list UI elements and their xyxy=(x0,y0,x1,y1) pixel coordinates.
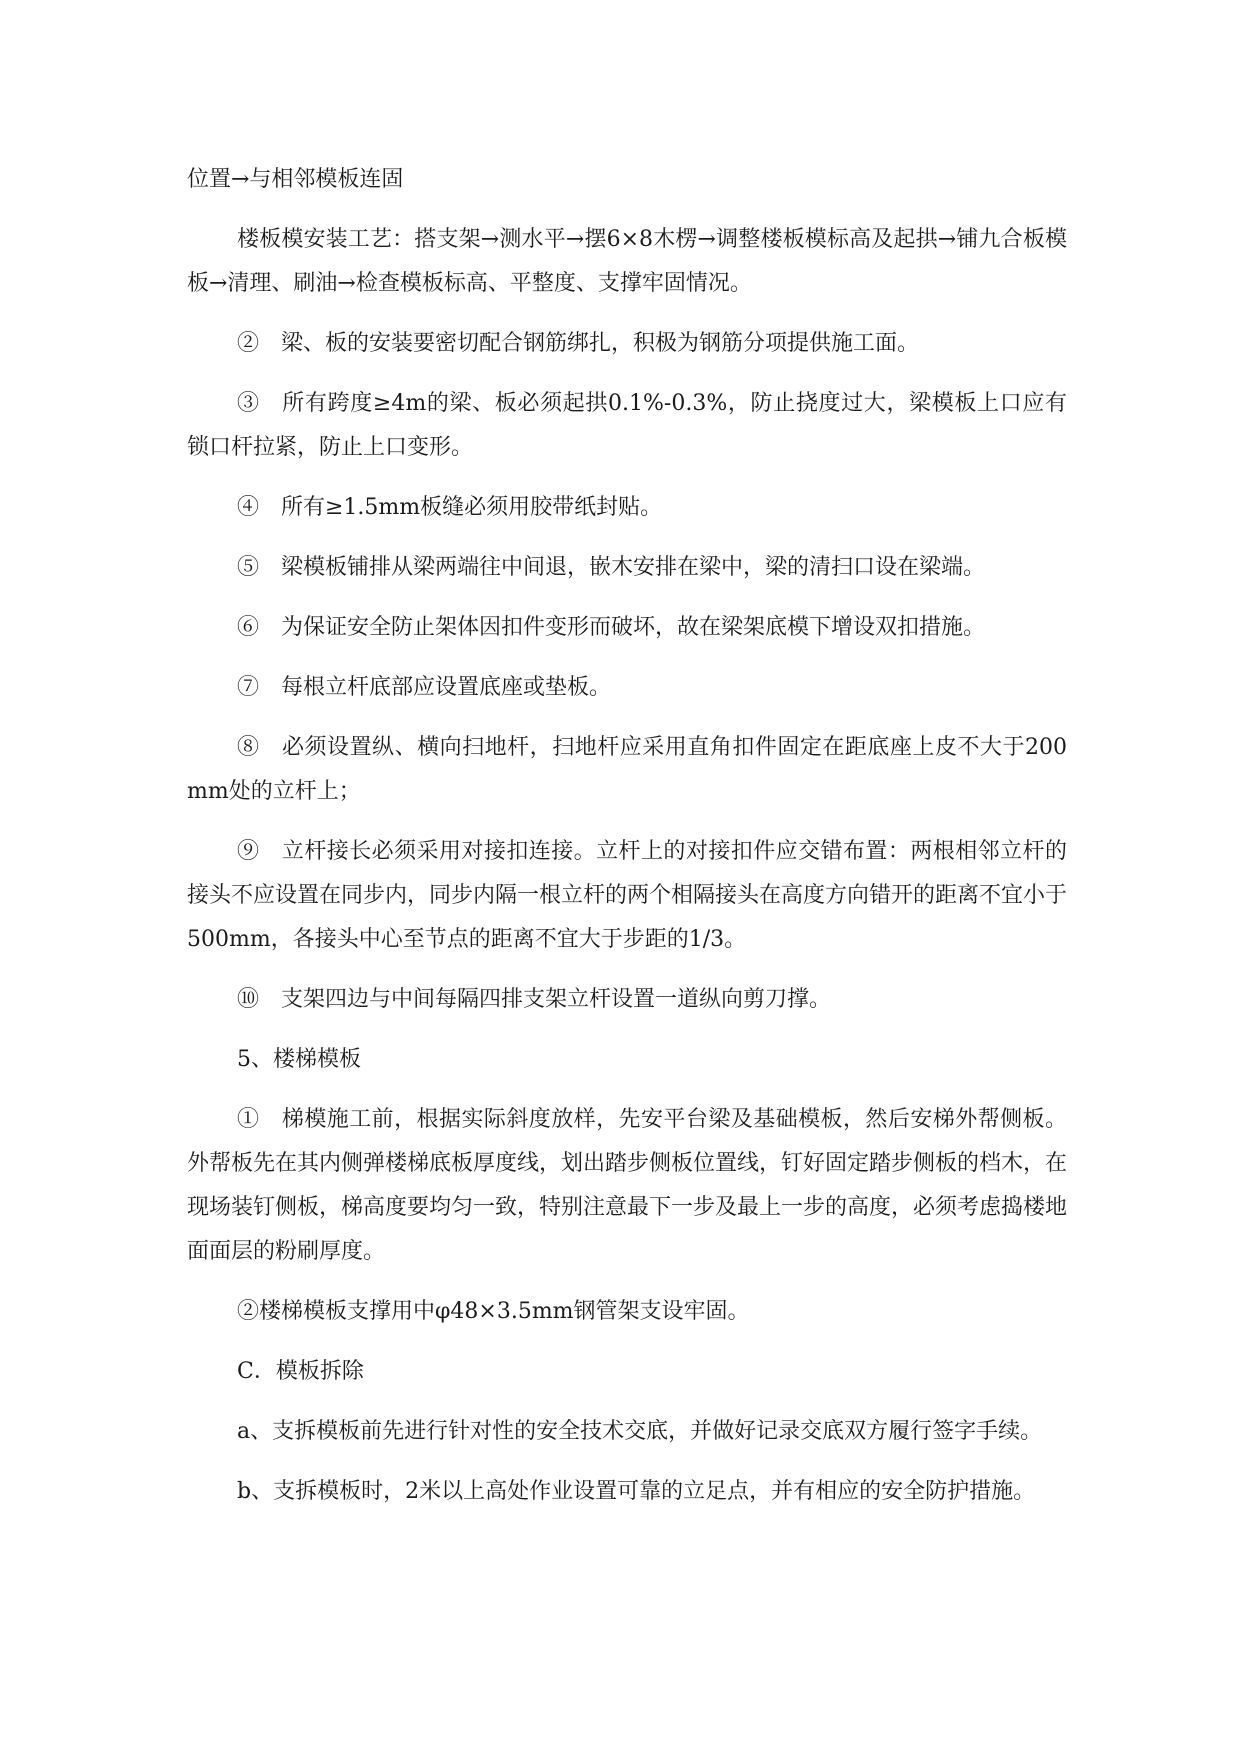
paragraph-removal-item-a: a、支拆模板前先进行针对性的安全技术交底，并做好记录交底双方履行签字手续。 xyxy=(237,1419,1043,1444)
paragraph-item-7: ⑦ 每根立杆底部应设置底座或垫板。 xyxy=(237,675,612,700)
paragraph-removal-item-b: b、支拆模板时，2米以上高处作业设置可靠的立足点，并有相应的安全防护措施。 xyxy=(237,1479,1036,1504)
section-heading-stair-formwork: 5、楼梯模板 xyxy=(237,1047,361,1072)
paragraph-item-4: ④ 所有≥1.5mm板缝必须用胶带纸封贴。 xyxy=(237,495,663,520)
paragraph-continuation: 位置→与相邻模板连固 xyxy=(187,167,404,192)
document-body xyxy=(187,158,1067,1530)
paragraph-item-6: ⑥ 为保证安全防止架体因扣件变形而破坏，故在梁架底模下增设双扣措施。 xyxy=(237,615,986,640)
paragraph-stair-item-1: ① 梯模施工前，根据实际斜度放样，先安平台梁及基础模板，然后安梯外帮侧板。外帮板先在其内侧弹楼梯底板厚度线，划出踏步侧板位置线，钉好固定踏步侧板的档木，在现场装钉侧板，梯高度要均匀一致，特别注意最下一步及最上一步的高度，必须考虑捣楼地面面层的粉刷厚度。 xyxy=(187,1107,1068,1264)
section-heading-formwork-removal: C．模板拆除 xyxy=(237,1359,364,1384)
paragraph-item-9: ⑨ 立杆接长必须采用对接扣连接。立杆上的对接扣件应交错布置：两根相邻立杆的接头不应设置在同步内，同步内隔一根立杆的两个相隔接头在高度方向错开的距离不宜小于500mm，各接头中心至节点的距离不宜大于步距的1/3。 xyxy=(187,839,1068,952)
paragraph-slab-formwork-process: 楼板模安装工艺：搭支架→测水平→摆6×8木楞→调整楼板模标高及起拱→铺九合板模板→清理、刷油→检查模板标高、平整度、支撑牢固情况。 xyxy=(187,227,1067,296)
paragraph-stair-item-2: ②楼梯模板支撑用中φ48×3.5mm钢管架支设牢固。 xyxy=(237,1299,750,1324)
paragraph-item-10: ⑩ 支架四边与中间每隔四排支架立杆设置一道纵向剪刀撑。 xyxy=(237,987,832,1012)
paragraph-item-8: ⑧ 必须设置纵、横向扫地杆，扫地杆应采用直角扣件固定在距底座上皮不大于200mm处的立杆上； xyxy=(187,735,1067,804)
paragraph-item-5: ⑤ 梁模板铺排从梁两端往中间退，嵌木安排在梁中，梁的清扫口设在梁端。 xyxy=(237,555,986,580)
paragraph-item-2: ② 梁、板的安装要密切配合钢筋绑扎，积极为钢筋分项提供施工面。 xyxy=(237,331,920,356)
paragraph-item-3: ③ 所有跨度≥4m的梁、板必须起拱0.1%-0.3%，防止挠度过大，梁模板上口应有锁口杆拉紧，防止上口变形。 xyxy=(187,391,1067,460)
